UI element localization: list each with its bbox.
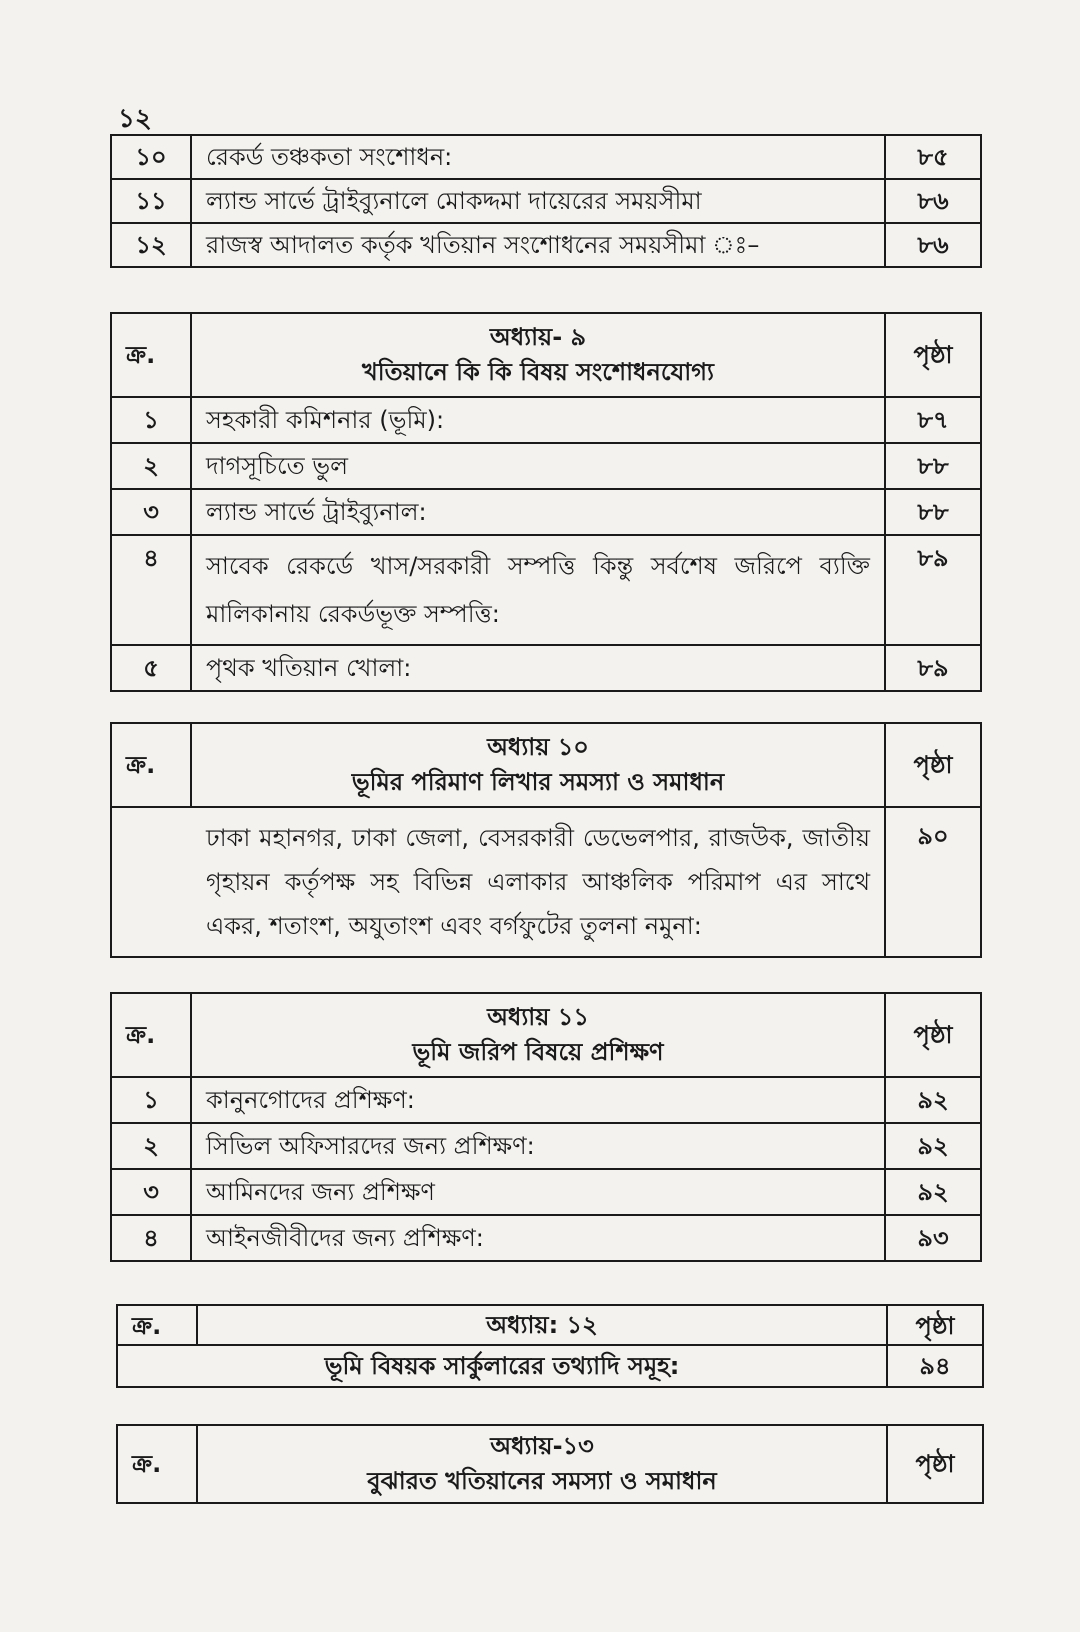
toc-table-chapter-10 xyxy=(110,722,982,958)
table-row xyxy=(111,443,981,489)
serial-header: ক্র. xyxy=(111,993,191,1077)
entry-page: ৯৪ xyxy=(887,1345,983,1387)
chapter-title: বুঝারত খতিয়ানের সমস্যা ও সমাধান xyxy=(367,1467,717,1495)
entry-page: ৯২ xyxy=(885,1077,981,1123)
chapter-label: অধ্যায়- ৯ xyxy=(489,323,587,352)
entry-title: ভূমি বিষয়ক সার্কুলারের তথ্যাদি সমূহ: xyxy=(117,1345,887,1387)
entry-title: রেকর্ড তঞ্চকতা সংশোধন: xyxy=(191,135,885,179)
chapter-label: অধ্যায় ১০ xyxy=(487,733,589,762)
serial-number: ১ xyxy=(111,397,191,443)
entry-page: ৯৩ xyxy=(885,1215,981,1261)
chapter-header-row xyxy=(111,723,981,807)
toc-table-chapter-12 xyxy=(116,1304,984,1388)
page-header: পৃষ্ঠা xyxy=(887,1425,983,1503)
entry-title: রাজস্ব আদালত কর্তৃক খতিয়ান সংশোধনের সময়সীমা ঃ– xyxy=(191,223,885,267)
table-row xyxy=(111,179,981,223)
chapter-header-row xyxy=(111,993,981,1077)
page-header: পৃষ্ঠা xyxy=(887,1305,983,1345)
chapter-title: ভূমির পরিমাণ লিখার সমস্যা ও সমাধান xyxy=(351,768,725,796)
entry-page: ৯২ xyxy=(885,1123,981,1169)
table-row xyxy=(111,535,981,645)
page-header: পৃষ্ঠা xyxy=(885,723,981,807)
entry-page: ৮৮ xyxy=(885,489,981,535)
page-number: ১২ xyxy=(118,104,152,134)
chapter-header-row xyxy=(117,1305,983,1345)
page-header: পৃষ্ঠা xyxy=(885,313,981,397)
chapter-label: অধ্যায় ১১ xyxy=(487,1003,589,1032)
entry-page: ৯০ xyxy=(885,807,981,957)
entry-page: ৮৯ xyxy=(885,645,981,691)
chapter-label: অধ্যায়-১৩ xyxy=(490,1432,594,1461)
entry-title: দাগসূচিতে ভুল xyxy=(191,443,885,489)
serial-number: ১ xyxy=(111,1077,191,1123)
table-row xyxy=(111,645,981,691)
toc-table-chapter-11 xyxy=(110,992,982,1262)
chapter-heading xyxy=(197,1425,887,1503)
chapter-heading xyxy=(191,313,885,397)
entry-title: পৃথক খতিয়ান খোলা: xyxy=(191,645,885,691)
toc-table-continued xyxy=(110,134,982,268)
serial-number: ১১ xyxy=(111,179,191,223)
entry-title: আমিনদের জন্য প্রশিক্ষণ xyxy=(191,1169,885,1215)
toc-table-chapter-9 xyxy=(110,312,982,692)
entry-page: ৮৯ xyxy=(885,535,981,645)
chapter-heading xyxy=(191,993,885,1077)
serial-number: ৪ xyxy=(111,535,191,645)
chapter-title: ভূমি জরিপ বিষয়ে প্রশিক্ষণ xyxy=(412,1038,664,1066)
entry-title: ঢাকা মহানগর, ঢাকা জেলা, বেসরকারী ডেভেলপার, রাজউক, জাতীয় গৃহায়ন কর্তৃপক্ষ সহ বিভিন্ন এলাকার আঞ্চলিক পরিমাপ এর সাথে একর, শতাংশ, অযুতাংশ এবং বর্গফুটের তুলনা নমুনা: xyxy=(206,824,870,940)
entry-title: সহকারী কমিশনার (ভূমি): xyxy=(191,397,885,443)
table-row xyxy=(111,1169,981,1215)
serial-number: ৩ xyxy=(111,489,191,535)
serial-header: ক্র. xyxy=(117,1425,197,1503)
entry-title: সিভিল অফিসারদের জন্য প্রশিক্ষণ: xyxy=(191,1123,885,1169)
entry-title: ল্যান্ড সার্ভে ট্রাইব্যুনাল: xyxy=(191,489,885,535)
chapter-header-row xyxy=(111,313,981,397)
entry-page: ৮৬ xyxy=(885,223,981,267)
table-row xyxy=(117,1345,983,1387)
serial-number: ১০ xyxy=(111,135,191,179)
serial-number: ২ xyxy=(111,443,191,489)
entry-page: ৮৮ xyxy=(885,443,981,489)
serial-header: ক্র. xyxy=(111,723,191,807)
entry-page: ৮৫ xyxy=(885,135,981,179)
serial-header: ক্র. xyxy=(111,313,191,397)
entry-title: আইনজীবীদের জন্য প্রশিক্ষণ: xyxy=(191,1215,885,1261)
table-row xyxy=(111,1123,981,1169)
serial-number: ৫ xyxy=(111,645,191,691)
entry-page: ৯২ xyxy=(885,1169,981,1215)
entry-page: ৮৬ xyxy=(885,179,981,223)
table-row xyxy=(111,223,981,267)
entry-cell xyxy=(111,807,885,957)
serial-number: ৪ xyxy=(111,1215,191,1261)
table-row xyxy=(111,397,981,443)
chapter-label: অধ্যায়: ১২ xyxy=(197,1305,887,1345)
chapter-heading xyxy=(191,723,885,807)
entry-page: ৮৭ xyxy=(885,397,981,443)
table-row xyxy=(111,1077,981,1123)
serial-number: ২ xyxy=(111,1123,191,1169)
entry-title: কানুনগোদের প্রশিক্ষণ: xyxy=(191,1077,885,1123)
page-header: পৃষ্ঠা xyxy=(885,993,981,1077)
table-row xyxy=(111,1215,981,1261)
chapter-title: খতিয়ানে কি কি বিষয় সংশোধনযোগ্য xyxy=(362,358,714,386)
chapter-header-row xyxy=(117,1425,983,1503)
serial-number: ৩ xyxy=(111,1169,191,1215)
table-row xyxy=(111,135,981,179)
entry-title: ল্যান্ড সার্ভে ট্রাইব্যুনালে মোকদ্দমা দায়েরের সময়সীমা xyxy=(191,179,885,223)
entry-title: সাবেক রেকর্ডে খাস/সরকারী সম্পত্তি কিন্তু সর্বশেষ জরিপে ব্যক্তি মালিকানায় রেকর্ডভূক্ত সম্পত্তি: xyxy=(191,535,885,645)
table-row xyxy=(111,807,981,957)
serial-number: ১২ xyxy=(111,223,191,267)
serial-header: ক্র. xyxy=(117,1305,197,1345)
table-row xyxy=(111,489,981,535)
toc-table-chapter-13 xyxy=(116,1424,984,1504)
